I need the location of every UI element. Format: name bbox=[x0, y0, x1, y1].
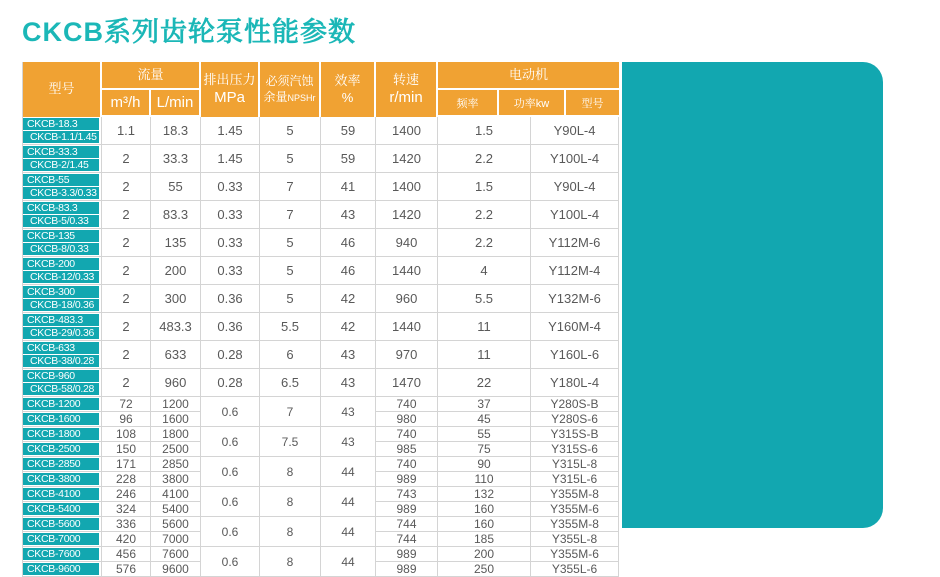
motor-model-cell: Y100L-4 bbox=[531, 201, 619, 229]
speed-cell: 744 bbox=[376, 517, 438, 532]
model-cell bbox=[23, 341, 102, 369]
table-row bbox=[23, 369, 619, 397]
model-chip: CKCB-200 bbox=[23, 258, 99, 270]
npsh-cell: 8 bbox=[260, 487, 321, 517]
model-chip-group bbox=[23, 487, 101, 501]
model-chip-group bbox=[23, 341, 101, 368]
table-row bbox=[23, 487, 619, 502]
motor-model-cell: Y315S-B bbox=[531, 427, 619, 442]
speed-cell: 985 bbox=[376, 442, 438, 457]
model-cell bbox=[23, 173, 102, 201]
motor-power-cell: 185 bbox=[438, 532, 531, 547]
model-chip: CKCB-8/0.33 bbox=[23, 243, 99, 255]
flow-lmin-cell: 5600 bbox=[151, 517, 201, 532]
efficiency-cell: 43 bbox=[321, 369, 376, 397]
model-chip-group bbox=[23, 173, 101, 200]
model-cell bbox=[23, 472, 102, 487]
flow-m3h-cell: 2 bbox=[102, 369, 151, 397]
header-flow: 流量 bbox=[102, 62, 201, 90]
flow-m3h-cell: 228 bbox=[102, 472, 151, 487]
model-cell bbox=[23, 313, 102, 341]
model-chip: CKCB-38/0.28 bbox=[23, 355, 99, 367]
motor-model-cell: Y355M-8 bbox=[531, 487, 619, 502]
speed-cell: 740 bbox=[376, 457, 438, 472]
flow-lmin-cell: 135 bbox=[151, 229, 201, 257]
motor-model-cell: Y355L-8 bbox=[531, 532, 619, 547]
model-chip-group bbox=[23, 412, 101, 426]
model-cell bbox=[23, 562, 102, 577]
flow-lmin-cell: 7600 bbox=[151, 547, 201, 562]
npsh-cell: 5 bbox=[260, 285, 321, 313]
npsh-cell: 8 bbox=[260, 517, 321, 547]
model-cell bbox=[23, 229, 102, 257]
flow-lmin-cell: 5400 bbox=[151, 502, 201, 517]
model-chip-group bbox=[23, 472, 101, 486]
table-row bbox=[23, 117, 619, 145]
flow-lmin-cell: 7000 bbox=[151, 532, 201, 547]
motor-power-cell: 75 bbox=[438, 442, 531, 457]
header-flow-m3h: m³/h bbox=[102, 90, 151, 117]
flow-lmin-cell: 18.3 bbox=[151, 117, 201, 145]
model-cell bbox=[23, 427, 102, 442]
npsh-cell: 5 bbox=[260, 145, 321, 173]
table-row bbox=[23, 285, 619, 313]
model-chip: CKCB-3.3/0.33 bbox=[23, 187, 99, 199]
motor-power-cell: 90 bbox=[438, 457, 531, 472]
model-chip: CKCB-633 bbox=[23, 342, 99, 354]
flow-lmin-cell: 9600 bbox=[151, 562, 201, 577]
speed-cell: 1440 bbox=[376, 313, 438, 341]
motor-power-cell: 55 bbox=[438, 427, 531, 442]
model-chip-group bbox=[23, 229, 101, 256]
motor-model-cell: Y355L-6 bbox=[531, 562, 619, 577]
flow-m3h-cell: 2 bbox=[102, 173, 151, 201]
flow-m3h-cell: 1.1 bbox=[102, 117, 151, 145]
model-cell bbox=[23, 201, 102, 229]
flow-lmin-cell: 33.3 bbox=[151, 145, 201, 173]
model-cell bbox=[23, 117, 102, 145]
header-model: 型号 bbox=[23, 62, 102, 117]
speed-cell: 989 bbox=[376, 562, 438, 577]
flow-lmin-cell: 633 bbox=[151, 341, 201, 369]
model-cell bbox=[23, 457, 102, 472]
npsh-cell: 7.5 bbox=[260, 427, 321, 457]
pressure-cell: 0.33 bbox=[201, 257, 260, 285]
motor-power-cell: 160 bbox=[438, 502, 531, 517]
flow-lmin-cell: 83.3 bbox=[151, 201, 201, 229]
header-flow-lmin: L/min bbox=[151, 90, 201, 117]
npsh-cell: 5 bbox=[260, 229, 321, 257]
npsh-cell: 7 bbox=[260, 173, 321, 201]
pressure-cell: 0.36 bbox=[201, 285, 260, 313]
efficiency-cell: 41 bbox=[321, 173, 376, 201]
header-efficiency: 效率 % bbox=[321, 62, 376, 117]
pressure-cell: 0.6 bbox=[201, 547, 260, 577]
speed-cell: 970 bbox=[376, 341, 438, 369]
table-body bbox=[23, 117, 619, 577]
model-chip-group bbox=[23, 457, 101, 471]
model-chip: CKCB-9600 bbox=[23, 563, 99, 575]
efficiency-cell: 43 bbox=[321, 397, 376, 427]
npsh-cell: 6.5 bbox=[260, 369, 321, 397]
speed-cell: 743 bbox=[376, 487, 438, 502]
motor-power-cell: 1.5 bbox=[438, 117, 531, 145]
efficiency-cell: 42 bbox=[321, 285, 376, 313]
model-chip-group bbox=[23, 145, 101, 172]
model-cell bbox=[23, 412, 102, 427]
motor-power-cell: 200 bbox=[438, 547, 531, 562]
motor-model-cell: Y315L-6 bbox=[531, 472, 619, 487]
flow-m3h-cell: 72 bbox=[102, 397, 151, 412]
motor-model-cell: Y90L-4 bbox=[531, 117, 619, 145]
model-chip: CKCB-1600 bbox=[23, 413, 99, 425]
speed-cell: 1400 bbox=[376, 117, 438, 145]
speed-cell: 1470 bbox=[376, 369, 438, 397]
spec-table bbox=[22, 62, 619, 577]
model-chip: CKCB-4100 bbox=[23, 488, 99, 500]
header-motor-model: 型号 bbox=[566, 90, 619, 117]
speed-cell: 940 bbox=[376, 229, 438, 257]
efficiency-cell: 59 bbox=[321, 145, 376, 173]
model-chip: CKCB-2850 bbox=[23, 458, 99, 470]
flow-m3h-cell: 2 bbox=[102, 285, 151, 313]
motor-power-cell: 4 bbox=[438, 257, 531, 285]
flow-m3h-cell: 2 bbox=[102, 313, 151, 341]
model-chip-group bbox=[23, 201, 101, 228]
flow-m3h-cell: 246 bbox=[102, 487, 151, 502]
speed-cell: 1420 bbox=[376, 145, 438, 173]
motor-model-cell: Y100L-4 bbox=[531, 145, 619, 173]
header-speed: 转速 r/min bbox=[376, 62, 438, 117]
efficiency-cell: 46 bbox=[321, 257, 376, 285]
model-chip-group bbox=[23, 562, 101, 576]
speed-cell: 1420 bbox=[376, 201, 438, 229]
table-row bbox=[23, 201, 619, 229]
motor-model-cell: Y280S-B bbox=[531, 397, 619, 412]
efficiency-cell: 59 bbox=[321, 117, 376, 145]
model-chip: CKCB-5/0.33 bbox=[23, 215, 99, 227]
model-chip: CKCB-1200 bbox=[23, 398, 99, 410]
model-cell bbox=[23, 442, 102, 457]
efficiency-cell: 46 bbox=[321, 229, 376, 257]
model-cell bbox=[23, 517, 102, 532]
table-header bbox=[23, 62, 619, 117]
speed-cell: 989 bbox=[376, 547, 438, 562]
table-row bbox=[23, 457, 619, 472]
npsh-cell: 7 bbox=[260, 201, 321, 229]
motor-power-cell: 5.5 bbox=[438, 285, 531, 313]
flow-m3h-cell: 2 bbox=[102, 229, 151, 257]
flow-m3h-cell: 420 bbox=[102, 532, 151, 547]
flow-lmin-cell: 300 bbox=[151, 285, 201, 313]
pressure-cell: 0.6 bbox=[201, 487, 260, 517]
model-chip-group bbox=[23, 285, 101, 312]
flow-lmin-cell: 2500 bbox=[151, 442, 201, 457]
model-cell bbox=[23, 285, 102, 313]
model-chip: CKCB-3800 bbox=[23, 473, 99, 485]
speed-cell: 740 bbox=[376, 397, 438, 412]
motor-model-cell: Y280S-6 bbox=[531, 412, 619, 427]
model-cell bbox=[23, 547, 102, 562]
model-chip: CKCB-2/1.45 bbox=[23, 159, 99, 171]
table-row bbox=[23, 145, 619, 173]
model-chip-group bbox=[23, 117, 101, 144]
pressure-cell: 0.33 bbox=[201, 229, 260, 257]
motor-model-cell: Y355M-6 bbox=[531, 502, 619, 517]
motor-power-cell: 37 bbox=[438, 397, 531, 412]
speed-cell: 1400 bbox=[376, 173, 438, 201]
efficiency-cell: 44 bbox=[321, 547, 376, 577]
model-chip: CKCB-5600 bbox=[23, 518, 99, 530]
motor-model-cell: Y315L-8 bbox=[531, 457, 619, 472]
flow-m3h-cell: 576 bbox=[102, 562, 151, 577]
flow-lmin-cell: 483.3 bbox=[151, 313, 201, 341]
model-chip-group bbox=[23, 369, 101, 396]
npsh-cell: 5 bbox=[260, 257, 321, 285]
model-chip: CKCB-1.1/1.45 bbox=[23, 131, 99, 143]
efficiency-cell: 43 bbox=[321, 341, 376, 369]
model-chip: CKCB-83.3 bbox=[23, 202, 99, 214]
model-chip: CKCB-2500 bbox=[23, 443, 99, 455]
speed-cell: 980 bbox=[376, 412, 438, 427]
pressure-cell: 0.28 bbox=[201, 341, 260, 369]
flow-lmin-cell: 1200 bbox=[151, 397, 201, 412]
pressure-cell: 0.33 bbox=[201, 173, 260, 201]
flow-m3h-cell: 2 bbox=[102, 341, 151, 369]
flow-lmin-cell: 200 bbox=[151, 257, 201, 285]
efficiency-cell: 43 bbox=[321, 201, 376, 229]
flow-m3h-cell: 96 bbox=[102, 412, 151, 427]
model-chip-group bbox=[23, 442, 101, 456]
npsh-cell: 7 bbox=[260, 397, 321, 427]
teal-side-panel bbox=[622, 62, 883, 528]
flow-m3h-cell: 108 bbox=[102, 427, 151, 442]
table-row bbox=[23, 313, 619, 341]
speed-cell: 1440 bbox=[376, 257, 438, 285]
efficiency-cell: 44 bbox=[321, 487, 376, 517]
flow-m3h-cell: 2 bbox=[102, 257, 151, 285]
motor-model-cell: Y112M-4 bbox=[531, 257, 619, 285]
speed-cell: 960 bbox=[376, 285, 438, 313]
pressure-cell: 1.45 bbox=[201, 117, 260, 145]
motor-model-cell: Y132M-6 bbox=[531, 285, 619, 313]
model-chip-group bbox=[23, 257, 101, 284]
flow-lmin-cell: 55 bbox=[151, 173, 201, 201]
table-row bbox=[23, 517, 619, 532]
pressure-cell: 0.6 bbox=[201, 517, 260, 547]
flow-lmin-cell: 1800 bbox=[151, 427, 201, 442]
model-chip: CKCB-12/0.33 bbox=[23, 271, 99, 283]
motor-power-cell: 2.2 bbox=[438, 145, 531, 173]
model-chip-group bbox=[23, 427, 101, 441]
model-chip-group bbox=[23, 502, 101, 516]
page-title: CKCB系列齿轮泵性能参数 bbox=[22, 17, 356, 47]
model-chip-group bbox=[23, 397, 101, 411]
model-chip-group bbox=[23, 517, 101, 531]
model-cell bbox=[23, 487, 102, 502]
header-motor-freq: 频率 bbox=[438, 90, 499, 117]
motor-power-cell: 160 bbox=[438, 517, 531, 532]
pressure-cell: 0.6 bbox=[201, 397, 260, 427]
flow-lmin-cell: 3800 bbox=[151, 472, 201, 487]
header-motor-power: 功率kw bbox=[499, 90, 566, 117]
model-cell bbox=[23, 145, 102, 173]
flow-m3h-cell: 336 bbox=[102, 517, 151, 532]
header-npsh: 必须汽蚀 余量NPSHr bbox=[260, 62, 321, 117]
model-chip-group bbox=[23, 532, 101, 546]
motor-model-cell: Y355M-6 bbox=[531, 547, 619, 562]
npsh-cell: 6 bbox=[260, 341, 321, 369]
model-chip: CKCB-300 bbox=[23, 286, 99, 298]
model-chip: CKCB-29/0.36 bbox=[23, 327, 99, 339]
motor-model-cell: Y180L-4 bbox=[531, 369, 619, 397]
motor-power-cell: 2.2 bbox=[438, 201, 531, 229]
model-chip-group bbox=[23, 313, 101, 340]
motor-power-cell: 11 bbox=[438, 341, 531, 369]
model-chip: CKCB-55 bbox=[23, 174, 99, 186]
pressure-cell: 0.6 bbox=[201, 457, 260, 487]
model-chip: CKCB-18/0.36 bbox=[23, 299, 99, 311]
model-chip: CKCB-483.3 bbox=[23, 314, 99, 326]
table-row bbox=[23, 257, 619, 285]
speed-cell: 744 bbox=[376, 532, 438, 547]
pressure-cell: 1.45 bbox=[201, 145, 260, 173]
motor-power-cell: 11 bbox=[438, 313, 531, 341]
header-pressure: 排出压力 MPa bbox=[201, 62, 260, 117]
flow-m3h-cell: 150 bbox=[102, 442, 151, 457]
efficiency-cell: 42 bbox=[321, 313, 376, 341]
flow-m3h-cell: 2 bbox=[102, 145, 151, 173]
model-chip: CKCB-135 bbox=[23, 230, 99, 242]
model-chip-group bbox=[23, 547, 101, 561]
motor-model-cell: Y160M-4 bbox=[531, 313, 619, 341]
table-row bbox=[23, 397, 619, 412]
flow-lmin-cell: 4100 bbox=[151, 487, 201, 502]
model-chip: CKCB-58/0.28 bbox=[23, 383, 99, 395]
npsh-cell: 8 bbox=[260, 547, 321, 577]
table-row bbox=[23, 173, 619, 201]
pressure-cell: 0.36 bbox=[201, 313, 260, 341]
npsh-cell: 5.5 bbox=[260, 313, 321, 341]
efficiency-cell: 43 bbox=[321, 427, 376, 457]
motor-power-cell: 110 bbox=[438, 472, 531, 487]
npsh-cell: 8 bbox=[260, 457, 321, 487]
motor-power-cell: 1.5 bbox=[438, 173, 531, 201]
model-cell bbox=[23, 502, 102, 517]
motor-model-cell: Y315S-6 bbox=[531, 442, 619, 457]
flow-lmin-cell: 960 bbox=[151, 369, 201, 397]
motor-model-cell: Y355M-8 bbox=[531, 517, 619, 532]
model-cell bbox=[23, 397, 102, 412]
model-chip: CKCB-5400 bbox=[23, 503, 99, 515]
pressure-cell: 0.28 bbox=[201, 369, 260, 397]
speed-cell: 989 bbox=[376, 502, 438, 517]
motor-power-cell: 45 bbox=[438, 412, 531, 427]
model-chip: CKCB-960 bbox=[23, 370, 99, 382]
model-chip: CKCB-7600 bbox=[23, 548, 99, 560]
npsh-cell: 5 bbox=[260, 117, 321, 145]
flow-m3h-cell: 456 bbox=[102, 547, 151, 562]
model-cell bbox=[23, 257, 102, 285]
model-cell bbox=[23, 369, 102, 397]
motor-model-cell: Y160L-6 bbox=[531, 341, 619, 369]
speed-cell: 989 bbox=[376, 472, 438, 487]
motor-power-cell: 250 bbox=[438, 562, 531, 577]
model-cell bbox=[23, 532, 102, 547]
efficiency-cell: 44 bbox=[321, 517, 376, 547]
motor-model-cell: Y112M-6 bbox=[531, 229, 619, 257]
table-row bbox=[23, 229, 619, 257]
flow-m3h-cell: 171 bbox=[102, 457, 151, 472]
header-motor: 电动机 bbox=[438, 62, 619, 90]
motor-power-cell: 2.2 bbox=[438, 229, 531, 257]
pressure-cell: 0.6 bbox=[201, 427, 260, 457]
model-chip: CKCB-7000 bbox=[23, 533, 99, 545]
motor-power-cell: 22 bbox=[438, 369, 531, 397]
model-chip: CKCB-33.3 bbox=[23, 146, 99, 158]
pressure-cell: 0.33 bbox=[201, 201, 260, 229]
flow-lmin-cell: 2850 bbox=[151, 457, 201, 472]
table-row bbox=[23, 341, 619, 369]
motor-power-cell: 132 bbox=[438, 487, 531, 502]
table-row bbox=[23, 427, 619, 442]
speed-cell: 740 bbox=[376, 427, 438, 442]
efficiency-cell: 44 bbox=[321, 457, 376, 487]
table-row bbox=[23, 547, 619, 562]
motor-model-cell: Y90L-4 bbox=[531, 173, 619, 201]
model-chip: CKCB-1800 bbox=[23, 428, 99, 440]
flow-m3h-cell: 2 bbox=[102, 201, 151, 229]
flow-lmin-cell: 1600 bbox=[151, 412, 201, 427]
flow-m3h-cell: 324 bbox=[102, 502, 151, 517]
model-chip: CKCB-18.3 bbox=[23, 118, 99, 130]
